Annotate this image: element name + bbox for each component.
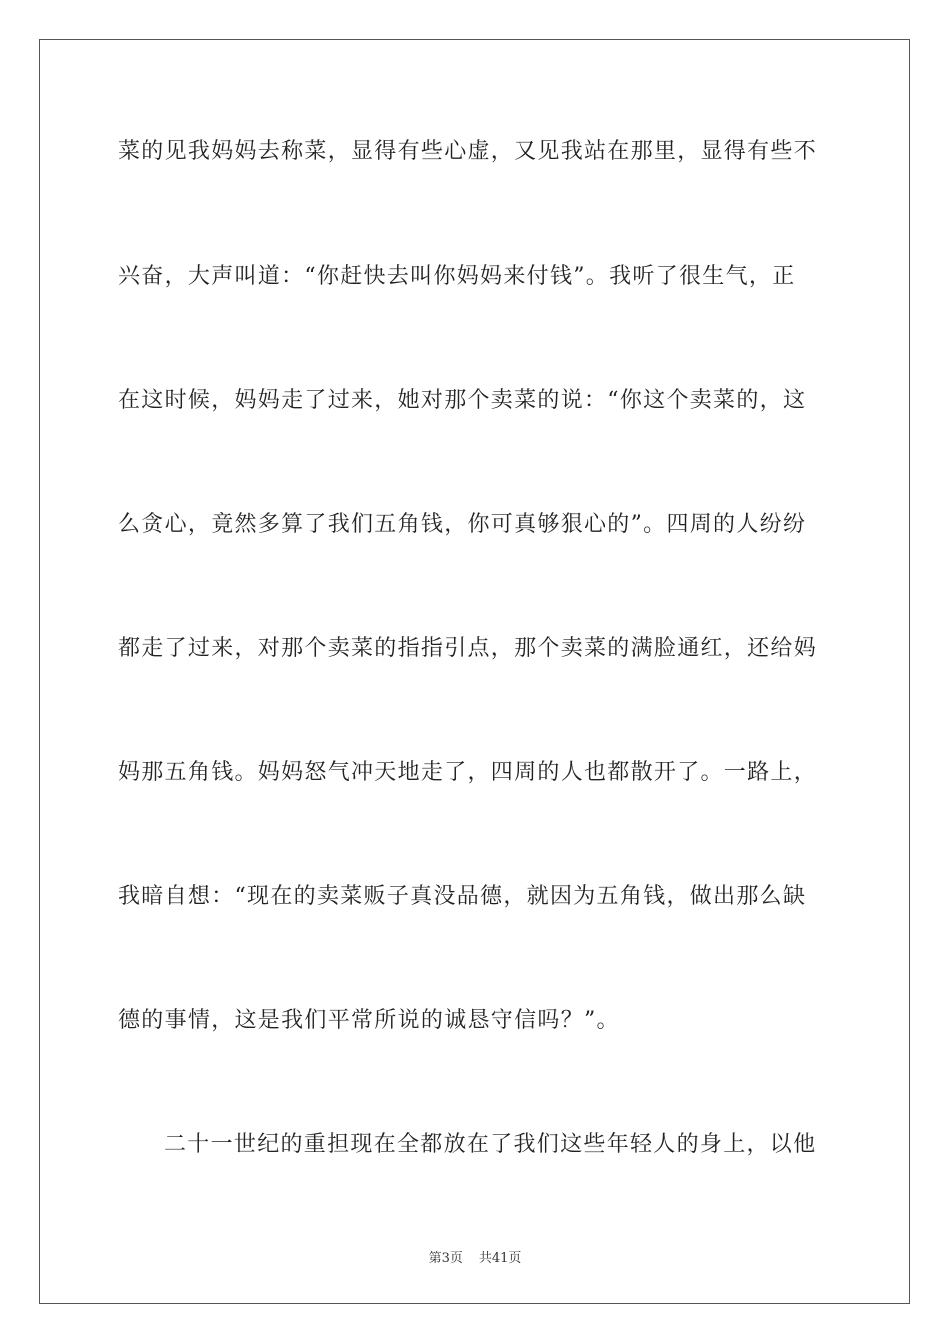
page-border (39, 39, 910, 1304)
body-text-line-5: 都走了过来，对那个卖菜的指指引点，那个卖菜的满脸通红，还给妈 (118, 636, 818, 661)
page-footer (0, 1247, 950, 1266)
body-text-line-2: 兴奋，大声叫道：“你赶快去叫你妈妈来付钱”。我听了很生气，正 (118, 264, 796, 289)
page-total: 共41页 (478, 1251, 522, 1266)
body-text-line-6: 妈那五角钱。妈妈怒气冲天地走了，四周的人也都散开了。一路上， (118, 760, 818, 785)
body-text-line-1: 菜的见我妈妈去称菜，显得有些心虚，又见我站在那里，显得有些不 (118, 139, 818, 164)
page-number: 第3页 (428, 1251, 463, 1266)
body-text-line-8: 德的事情，这是我们平常所说的诚恳守信吗？”。 (118, 1008, 620, 1033)
body-text-line-7: 我暗自想：“现在的卖菜贩子真没品德，就因为五角钱，做出那么缺 (118, 884, 807, 909)
body-text-line-4: 么贪心，竟然多算了我们五角钱，你可真够狠心的”。四周的人纷纷 (118, 512, 807, 537)
body-text-line-3: 在这时候，妈妈走了过来，她对那个卖菜的说：“你这个卖菜的，这 (118, 388, 807, 413)
paragraph-start-line: 二十一世纪的重担现在全都放在了我们这些年轻人的身上，以他 (164, 1132, 817, 1157)
